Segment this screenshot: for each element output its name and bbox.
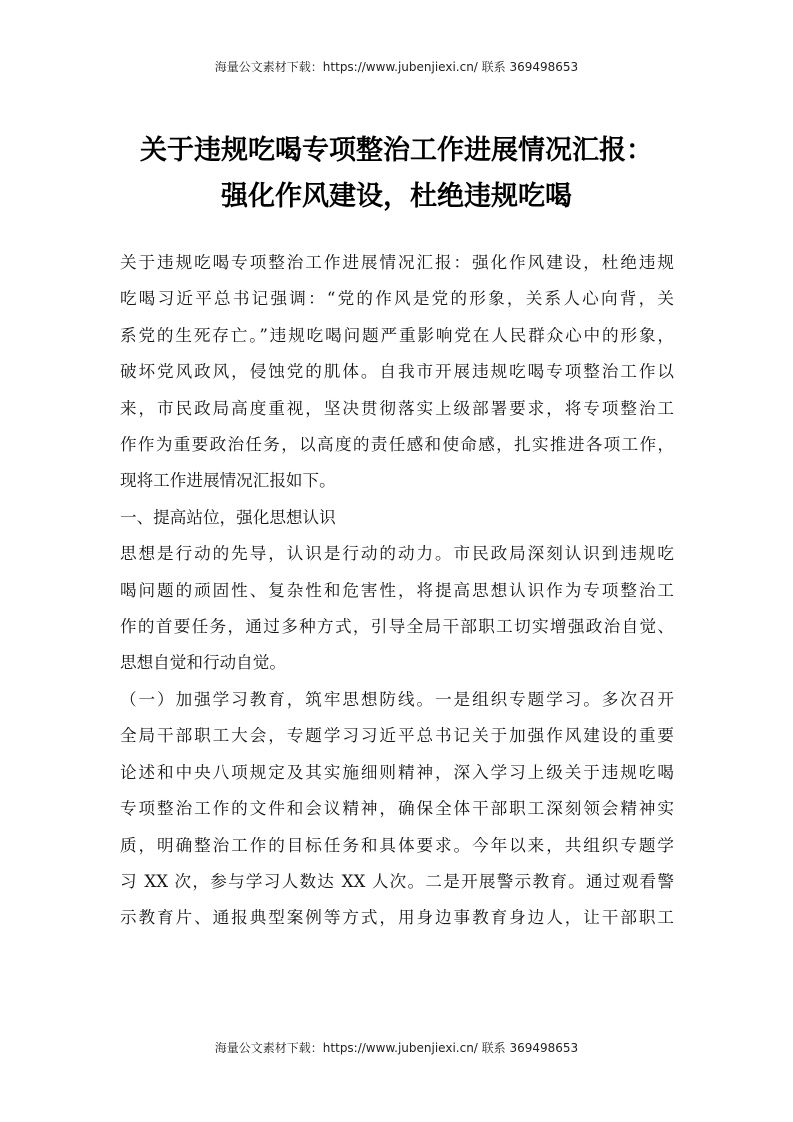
body-line: 关于违规吃喝专项整治工作进展情况汇报：强化作风建设，杜绝违规 — [120, 253, 674, 272]
body-line: 专项整治工作的文件和会议精神，确保全体干部职工深刻领会精神实 — [120, 799, 674, 819]
title-line-2: 强化作风建设，杜绝违规吃喝 — [221, 181, 572, 212]
body-line: 来，市民政局高度重视，坚决贯彻落实上级部署要求，将专项整治工 — [120, 398, 674, 418]
section-heading: 一、提高站位，强化思想认识 — [120, 507, 336, 527]
title-line-1: 关于违规吃喝专项整治工作进展情况汇报： — [140, 135, 653, 166]
body-line: 系党的生死存亡。”违规吃喝问题严重影响党在人民群众心中的形象， — [120, 325, 674, 345]
body-line: 吃喝习近平总书记强调：“党的作风是党的形象，关系人心向背，关 — [120, 289, 674, 309]
body-line: 现将工作进展情况汇报如下。 — [120, 471, 336, 491]
page-header: 海量公文素材下载：https://www.jubenjiexi.cn/ 联系 369498653 — [214, 60, 579, 74]
body-line: 喝问题的顽固性、复杂性和危害性，将提高思想认识作为专项整治工 — [120, 580, 674, 600]
body-line: 思想是行动的先导，认识是行动的动力。市民政局深刻认识到违规吃 — [120, 544, 674, 564]
body-line: 破坏党风政风，侵蚀党的肌体。自我市开展违规吃喝专项整治工作以 — [120, 362, 674, 382]
body-line: 思想自觉和行动自觉。 — [120, 653, 286, 673]
body-line: 全局干部职工大会，专题学习习近平总书记关于加强作风建设的重要 — [120, 726, 674, 746]
body-line: （一）加强学习教育，筑牢思想防线。一是组织专题学习。多次召开 — [120, 689, 674, 709]
body-line: 习 XX 次，参与学习人数达 XX 人次。二是开展警示教育。通过观看警 — [120, 871, 674, 891]
body-line: 质，明确整治工作的目标任务和具体要求。今年以来，共组织专题学 — [120, 835, 674, 855]
body-line: 作作为重要政治任务，以高度的责任感和使命感，扎实推进各项工作， — [120, 435, 674, 455]
body-line: 示教育片、通报典型案例等方式，用身边事教育身边人，让干部职工 — [120, 908, 674, 928]
page-footer: 海量公文素材下载：https://www.jubenjiexi.cn/ 联系 369498653 — [214, 1041, 579, 1055]
body-line: 论述和中央八项规定及其实施细则精神，深入学习上级关于违规吃喝 — [120, 762, 674, 782]
document-title — [100, 128, 693, 220]
body-text — [120, 245, 674, 937]
body-line: 作的首要任务，通过多种方式，引导全局干部职工切实增强政治自觉、 — [120, 617, 674, 637]
